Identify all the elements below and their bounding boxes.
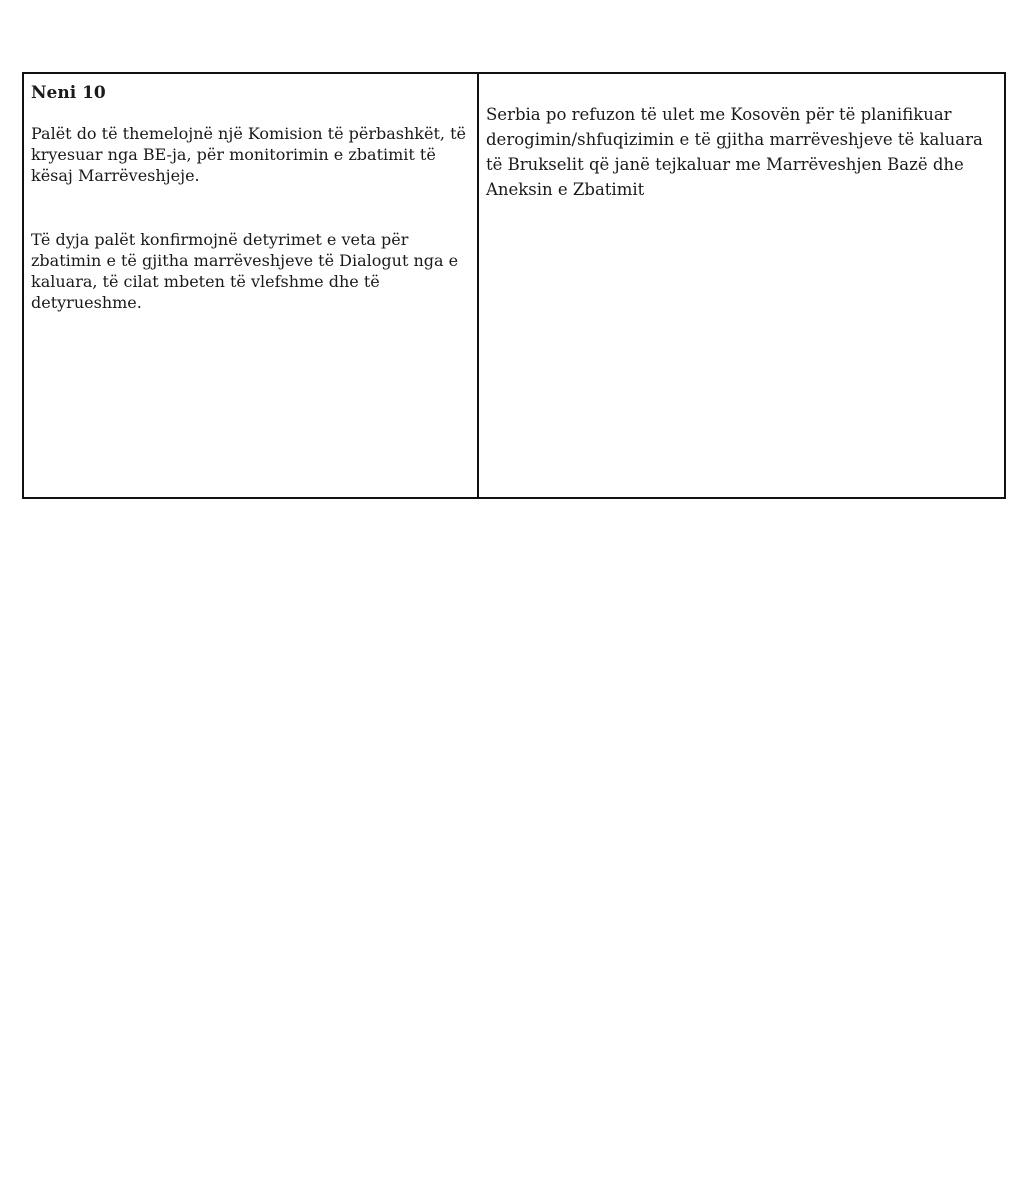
- right-paragraph-1: Serbia po refuzon të ulet me Kosovën për të planifikuar derogimin/shfuqizimin e të gjitha marrëveshjeve të kaluara të Brukselit që janë tejkaluar me Marrëveshjen Bazë dhe Aneksin e Zbatimit: [486, 105, 983, 199]
- article-title: Neni 10: [31, 83, 106, 103]
- table-cell-left: [24, 74, 479, 497]
- comparison-table: [22, 72, 1006, 499]
- left-paragraph-2: Të dyja palët konfirmojnë detyrimet e veta për zbatimin e të gjitha marrëveshjeve të Dialogut nga e kaluara, të cilat mbeten të vlefshme dhe të detyrueshme.: [31, 230, 459, 312]
- table-cell-right: [479, 74, 1004, 497]
- left-paragraph-1: Palët do të themelojnë një Komision të përbashkët, të kryesuar nga BE-ja, për monitorimin e zbatimit të kësaj Marrëveshjeje.: [31, 124, 466, 185]
